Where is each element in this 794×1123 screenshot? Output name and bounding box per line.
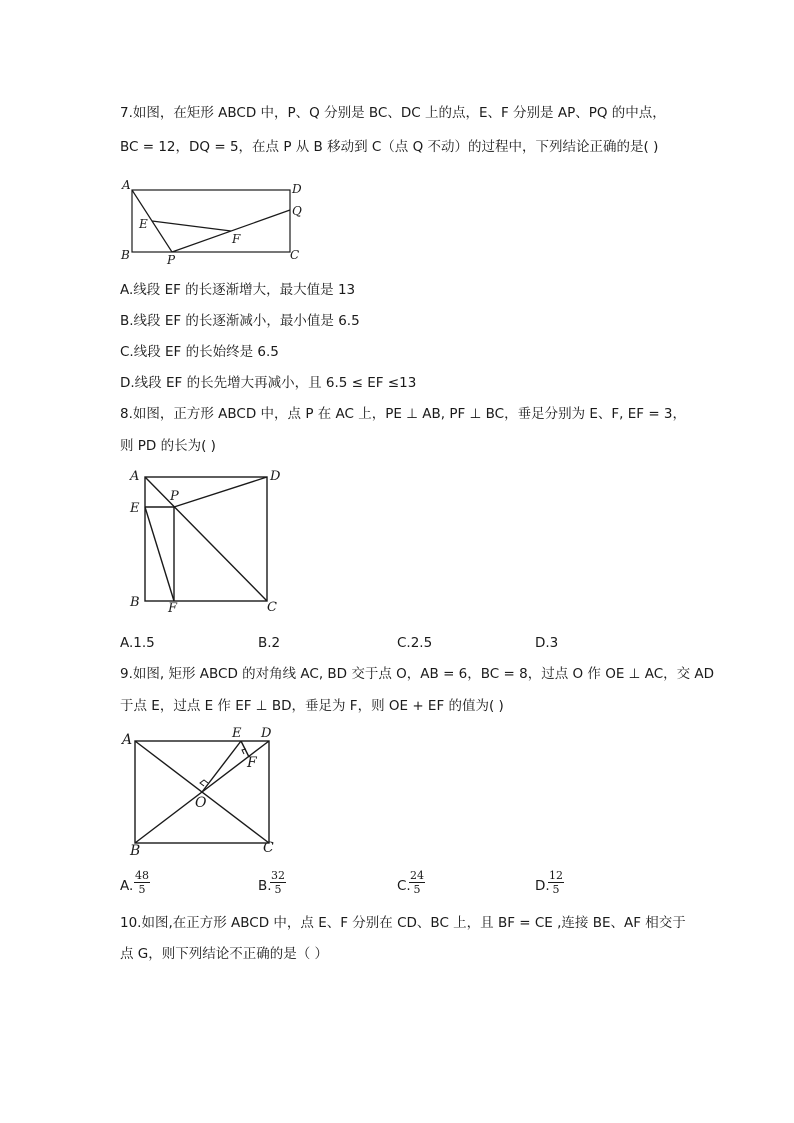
q8-label-a: A <box>130 469 140 484</box>
q9-option-b-letter: B. <box>258 878 272 894</box>
q7-label-f: F <box>232 232 241 246</box>
q7-label-b: B <box>121 248 130 262</box>
q7-text-line2: BC = 12，DQ = 5，在点 P 从 B 移动到 C（点 Q 不动）的过程中，下列结论正确的是( ) <box>120 139 659 155</box>
q7-label-p: P <box>167 253 176 267</box>
q8-option-c: C.2.5 <box>397 635 433 651</box>
q7-label-d: D <box>292 182 302 196</box>
q7-option-a: A.线段 EF 的长逐渐增大，最大值是 13 <box>120 282 356 298</box>
q7-option-b: B.线段 EF 的长逐渐减小，最小值是 6.5 <box>120 313 360 329</box>
q9-text-line1: 9.如图, 矩形 ABCD 的对角线 AC, BD 交于点 O，AB = 6，BC = 8，过点 O 作 OE ⊥ AC，交 AD <box>120 666 715 682</box>
q8-option-b: B.2 <box>258 635 281 651</box>
q9-label-b: B <box>130 843 141 859</box>
q9-label-d: D <box>261 726 272 741</box>
q9-label-a: A <box>122 732 133 748</box>
q8-figure <box>128 466 308 616</box>
q8-option-a: A.1.5 <box>120 635 155 651</box>
q7-label-q: Q <box>292 204 302 218</box>
q9-label-c: C <box>263 840 274 856</box>
q8-label-e: E <box>130 501 140 516</box>
q8-label-p: P <box>170 489 179 504</box>
q9-option-a-fraction: $\frac{48}{5}$ <box>135 869 149 896</box>
q8-text-line2: 则 PD 的长为( ) <box>120 438 216 454</box>
q8-label-c: C <box>267 600 277 615</box>
q7-label-c: C <box>290 248 300 262</box>
q9-figure <box>118 724 298 864</box>
q7-label-e: E <box>139 217 148 231</box>
q10-text-line2: 点 G，则下列结论不正确的是（ ） <box>120 946 329 962</box>
q7-text-line1: 7.如图，在矩形 ABCD 中，P、Q 分别是 BC、DC 上的点，E、F 分别是 AP、PQ 的中点， <box>120 105 666 121</box>
q7-label-a: A <box>122 178 131 192</box>
q8-text-line1: 8.如图，正方形 ABCD 中，点 P 在 AC 上，PE ⊥ AB, PF ⊥ BC，垂足分别为 E、F, EF = 3， <box>120 406 687 422</box>
q7-figure <box>118 176 318 266</box>
q9-option-c-letter: C. <box>397 878 411 894</box>
q9-option-a-letter: A. <box>120 878 134 894</box>
q9-label-e: E <box>232 726 242 741</box>
q9-label-f: F <box>247 755 257 771</box>
q9-option-d-fraction: $\frac{12}{5}$ <box>549 869 563 896</box>
q9-option-b-fraction: $\frac{32}{5}$ <box>271 869 285 896</box>
q8-label-b: B <box>130 595 140 610</box>
q8-option-d: D.3 <box>535 635 559 651</box>
q8-label-d: D <box>270 469 281 484</box>
q9-option-c-fraction: $\frac{24}{5}$ <box>410 869 424 896</box>
q9-label-o: O <box>195 795 207 811</box>
q8-label-f: F <box>168 601 178 616</box>
q7-option-d: D.线段 EF 的长先增大再减小，且 6.5 ≤ EF ≤13 <box>120 375 417 391</box>
q9-option-d-letter: D. <box>535 878 550 894</box>
q7-option-c: C.线段 EF 的长始终是 6.5 <box>120 344 279 360</box>
q9-text-line2: 于点 E，过点 E 作 EF ⊥ BD，垂足为 F，则 OE + EF 的值为( ) <box>120 698 504 714</box>
q10-text-line1: 10.如图,在正方形 ABCD 中，点 E、F 分别在 CD、BC 上，且 BF = CE ,连接 BE、AF 相交于 <box>120 915 686 931</box>
